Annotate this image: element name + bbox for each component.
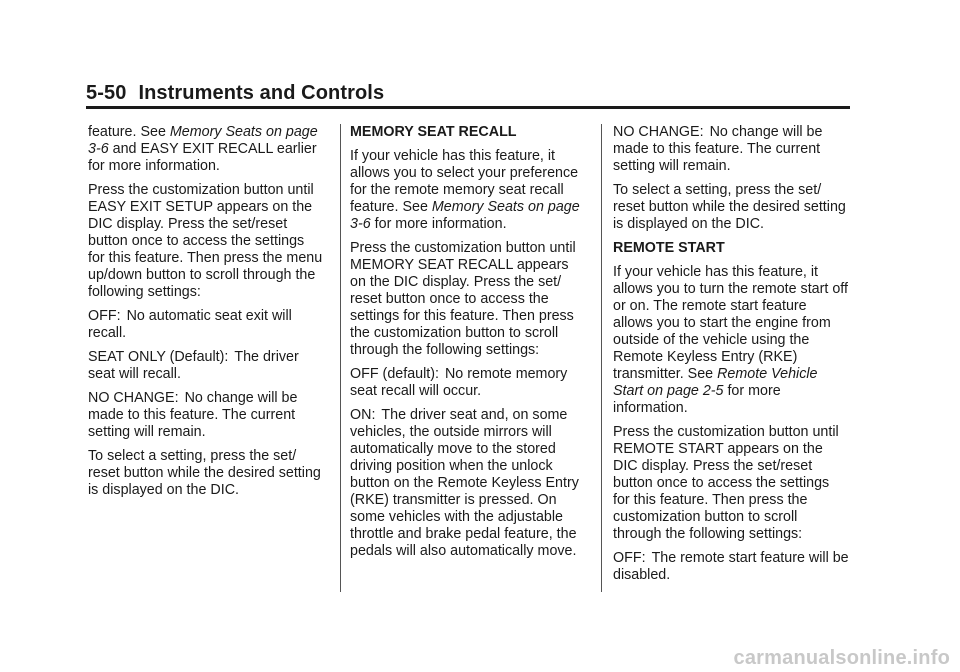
page-header [86, 78, 850, 109]
paragraph: feature. See Memory Seats on page 3-6 and EASY EXIT RECALL earlier for more information. [88, 124, 318, 174]
cross-reference-link[interactable]: Memory Seats on page 3-6 [88, 124, 318, 157]
section-heading: REMOTE START [613, 240, 725, 256]
paragraph: If your vehicle has this feature, it allows you to turn the remote start off or on. The remote start feature allows you to start the engine from outside of the vehicle using the Remote Keyless Entry (RKE) transmitter. See Remote Vehicle Start on page 2-5 for more information. [613, 264, 848, 416]
column-divider [601, 124, 602, 592]
section-heading: MEMORY SEAT RECALL [350, 124, 517, 140]
column-right [613, 124, 849, 591]
option-label: NO CHANGE: [88, 390, 179, 406]
setting-option: OFF: No automatic seat exit will recall. [88, 308, 292, 341]
cross-reference-link[interactable]: Memory Seats on page 3-6 [350, 199, 580, 232]
paragraph: If your vehicle has this feature, it allows you to select your preference for the remote memory seat recall feature. See Memory Seats on page 3-6 for more information. [350, 148, 580, 232]
paragraph: To select a setting, press the set/ reset button while the desired setting is displayed on the DIC. [613, 182, 846, 232]
setting-option: NO CHANGE: No change will be made to this feature. The current setting will remain. [613, 124, 823, 174]
page-number: 5-50 [86, 82, 127, 104]
paragraph: To select a setting, press the set/ reset button while the desired setting is displayed on the DIC. [88, 448, 321, 498]
setting-option: ON: The driver seat and, on some vehicles, the outside mirrors will automatically move to the stored driving position when the unlock button on the Remote Keyless Entry (RKE) transmitter is pressed. On some vehicles with the adjustable throttle and brake pedal feature, the pedals will also automatically move. [350, 407, 579, 559]
column-middle [350, 124, 586, 567]
paragraph: Press the customization button until REMOTE START appears on the DIC display. Press the set/reset button once to access the settings for this feature. Then press the customization button to scroll through the following settings: [613, 424, 839, 542]
option-label: ON: [350, 407, 376, 423]
setting-option: NO CHANGE: No change will be made to this feature. The current setting will remain. [88, 390, 298, 440]
column-divider [340, 124, 341, 592]
option-label: OFF: [88, 308, 121, 324]
section-title: Instruments and Controls [138, 82, 385, 104]
setting-option: OFF (default): No remote memory seat recall will occur. [350, 366, 568, 399]
setting-option: SEAT ONLY (Default): The driver seat will recall. [88, 349, 299, 382]
paragraph: Press the customization button until MEMORY SEAT RECALL appears on the DIC display. Press the set/ reset button once to access the settings for this feature. Then press the customization button to scroll through the following settings: [350, 240, 576, 358]
cross-reference-link[interactable]: Remote Vehicle Start on page 2-5 [613, 366, 818, 399]
paragraph: Press the customization button until EASY EXIT SETUP appears on the DIC display. Press the set/reset button once to access the settings for this feature. Then press the menu up/down button to scroll through the following settings: [88, 182, 323, 300]
column-left [88, 124, 324, 506]
setting-option: OFF: The remote start feature will be disabled. [613, 550, 849, 583]
option-label: SEAT ONLY (Default): [88, 349, 229, 365]
option-label: OFF: [613, 550, 646, 566]
option-label: OFF (default): [350, 366, 439, 382]
option-label: NO CHANGE: [613, 124, 704, 140]
watermark-text: carmanualsonline.info [733, 647, 950, 669]
header-text [86, 82, 384, 105]
